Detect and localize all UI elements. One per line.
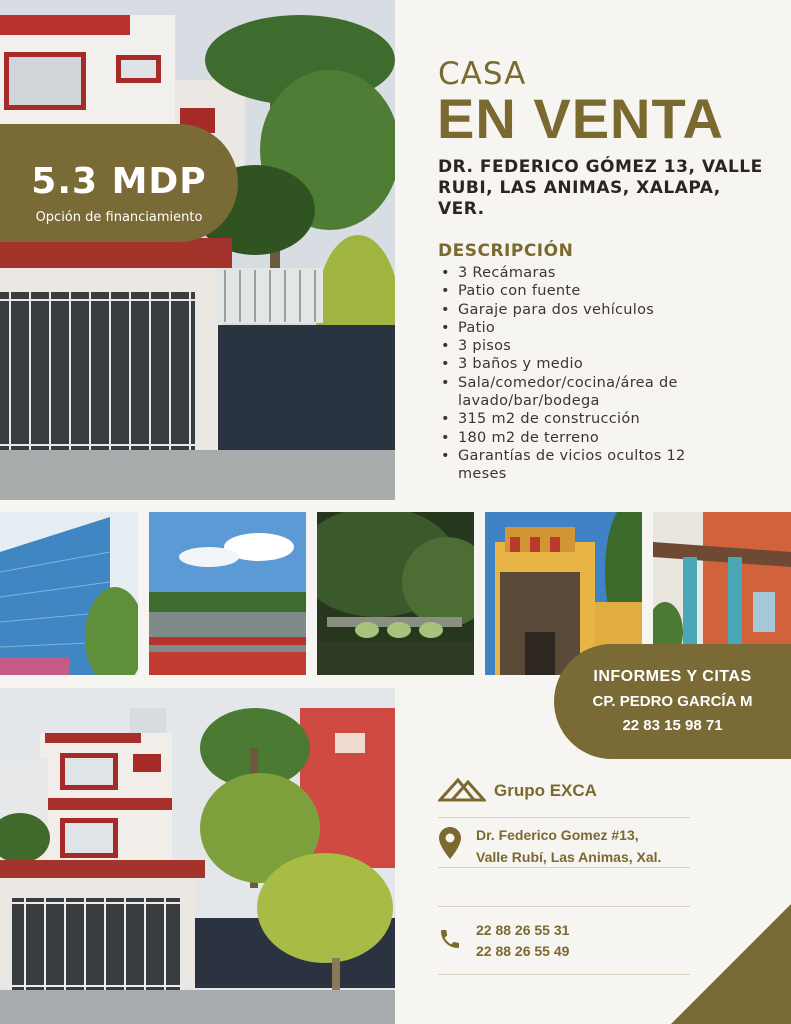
divider <box>438 974 690 975</box>
contact-heading: INFORMES Y CITAS <box>593 668 752 685</box>
title-line2: EN VENTA <box>437 87 724 150</box>
location-block <box>438 824 661 868</box>
contact-badge <box>554 644 791 759</box>
list-item: • 3 pisos <box>438 337 738 355</box>
brand <box>438 776 597 806</box>
list-item: • Patio <box>438 319 738 337</box>
divider <box>438 867 690 868</box>
location-line2: Valle Rubí, Las Animas, Xal. <box>476 849 662 865</box>
brand-name: Grupo EXCA <box>494 781 597 800</box>
divider <box>438 817 690 818</box>
divider <box>438 906 690 907</box>
house-street-photo <box>0 688 395 1024</box>
corner-decoration <box>671 904 791 1024</box>
list-item: • 315 m2 de construcción <box>438 410 738 428</box>
house-front-photo <box>0 0 395 500</box>
contact-name: CP. PEDRO GARCÍA M <box>592 693 753 710</box>
description-heading: DESCRIPCIÓN <box>438 241 574 261</box>
house-logo-icon <box>438 776 486 806</box>
list-item: • Garaje para dos vehículos <box>438 301 738 319</box>
list-item: • Garantías de vicios ocultos 12 meses <box>438 447 738 484</box>
title-line1: CASA <box>438 56 527 92</box>
price-amount: 5.3 MDP <box>31 161 207 202</box>
office-tower-photo <box>0 512 138 675</box>
phone-line1: 22 88 26 55 31 <box>476 922 570 938</box>
lake-photo <box>149 512 306 675</box>
list-item: • 3 Recámaras <box>438 264 738 282</box>
location-line1: Dr. Federico Gomez #13, <box>476 827 639 843</box>
list-item: • 3 baños y medio <box>438 355 738 373</box>
map-pin-icon <box>438 824 462 868</box>
list-item: • Patio con fuente <box>438 282 738 300</box>
phone-icon <box>438 927 462 955</box>
contact-phone: 22 83 15 98 71 <box>622 717 723 734</box>
financing-note: Opción de financiamiento <box>35 210 203 225</box>
list-item: • 180 m2 de terreno <box>438 429 738 447</box>
list-item: • Sala/comedor/cocina/área de lavado/bar/bodega <box>438 374 738 411</box>
price-badge <box>0 124 238 242</box>
property-address: DR. FEDERICO GÓMEZ 13, VALLE RUBI, LAS ANIMAS, XALAPA, VER. <box>438 157 763 219</box>
phone-line2: 22 88 26 55 49 <box>476 943 570 959</box>
park-bridge-photo <box>317 512 474 675</box>
phone-block <box>438 920 569 962</box>
description-list <box>438 264 738 484</box>
